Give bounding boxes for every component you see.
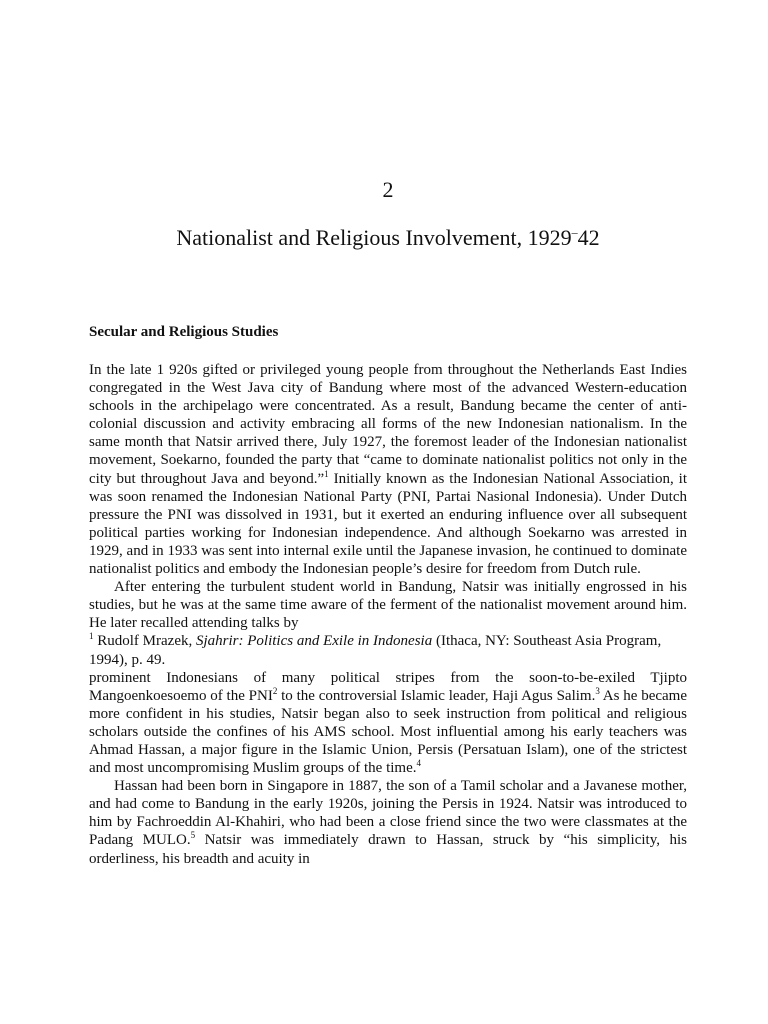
chapter-title-end: 42 xyxy=(577,225,600,250)
paragraph-4 xyxy=(89,777,687,867)
footnote-1-pre: Rudolf Mrazek, xyxy=(93,633,196,650)
footnote-1-number: 1 xyxy=(89,631,94,642)
footnote-1 xyxy=(89,632,687,668)
paragraph-3-part-c: As he became more confident in his studies, Natsir began also to seek instruction from political and religious scholars outside the confines of his AMS school. Most influential among his early teachers was Ahmad Hassan, a major figure in the Islamic Union, Persis (Persatuan Islam), one of the strictest and most uncompromising Muslim groups of the time. xyxy=(89,687,687,777)
footnote-1-title: Sjahrir: Politics and Exile in Indonesia xyxy=(195,633,433,650)
paragraph-1-part-a: In the late 1 920s gifted or privileged young people from throughout the Netherlands East Indies congregated in the West Java city of Bandung where most of the advanced Western-education schools in the archipelago were concentrated. As a result, Bandung became the center of anti-colonial discussion and activity embracing all forms of the new Indonesian nationalism. In the same month that Natsir arrived there, July 1927, the foremost leader of the Indonesian nationalist movement, Soekarno, founded the party that “came to dominate nationalist politics not only in the city but throughout Java and beyond.” xyxy=(89,362,687,487)
paragraph-4-part-a: Hassan had been born in Singapore in 1887, the son of a Tamil scholar and a Javanese mother, and had come to Bandung in the early 1920s, joining the Persis in 1924. Natsir was introduced to him by Fachroeddin Al-Khahiri, who had been a close friend since the two were classmates at the Padang MULO. xyxy=(89,778,687,849)
footnote-ref-3: 3 xyxy=(595,685,600,696)
footnote-ref-5: 5 xyxy=(190,830,196,841)
chapter-title xyxy=(0,223,768,253)
body-text xyxy=(89,361,687,868)
paragraph-4-part-b: Natsir was immediately drawn to Hassan, struck by “his simplicity, his orderliness, his breadth and acuity in xyxy=(89,832,687,867)
chapter-title-dash: – xyxy=(571,225,578,239)
paragraph-3-part-a: prominent Indonesians of many political stripes from the soon-to-be-exiled Tjipto Mangoenkoesoemo of the PNI xyxy=(89,669,687,704)
footnote-ref-4: 4 xyxy=(416,758,421,769)
footnote-ref-2: 2 xyxy=(272,685,278,696)
footnote-ref-1: 1 xyxy=(324,468,329,479)
paragraph-2-text: After entering the turbulent student world in Bandung, Natsir was initially engrossed in his studies, but he was at the same time aware of the ferment of the nationalist movement around him. He later recalled attending talks by xyxy=(89,579,687,632)
paragraph-2 xyxy=(89,578,687,632)
chapter-title-text: Nationalist and Religious Involvement, 1929 xyxy=(176,225,572,250)
paragraph-3 xyxy=(89,669,687,778)
paragraph-3-part-b: to the controversial Islamic leader, Haji Agus Salim. xyxy=(277,687,596,704)
section-heading: Secular and Religious Studies xyxy=(89,324,279,340)
paragraph-1 xyxy=(89,361,687,578)
chapter-number: 2 xyxy=(382,177,394,202)
paragraph-1-part-b: Initially known as the Indonesian National Association, it was soon renamed the Indonesian National Party (PNI, Partai Nasional Indonesia). Under Dutch pressure the PNI was dissolved in 1931, but it exerted an enduring influence over all subsequent political parties working for Indonesian independence. And although Soekarno was arrested in 1929, and in 1933 was sent into internal exile until the Japanese invasion, he continued to dominate nationalist politics and embody the Indonesian people’s desire for freedom from Dutch rule. xyxy=(89,470,687,578)
footnote-1-post: (Ithaca, NY: Southeast Asia Program, 1994), p. 49. xyxy=(89,633,662,668)
